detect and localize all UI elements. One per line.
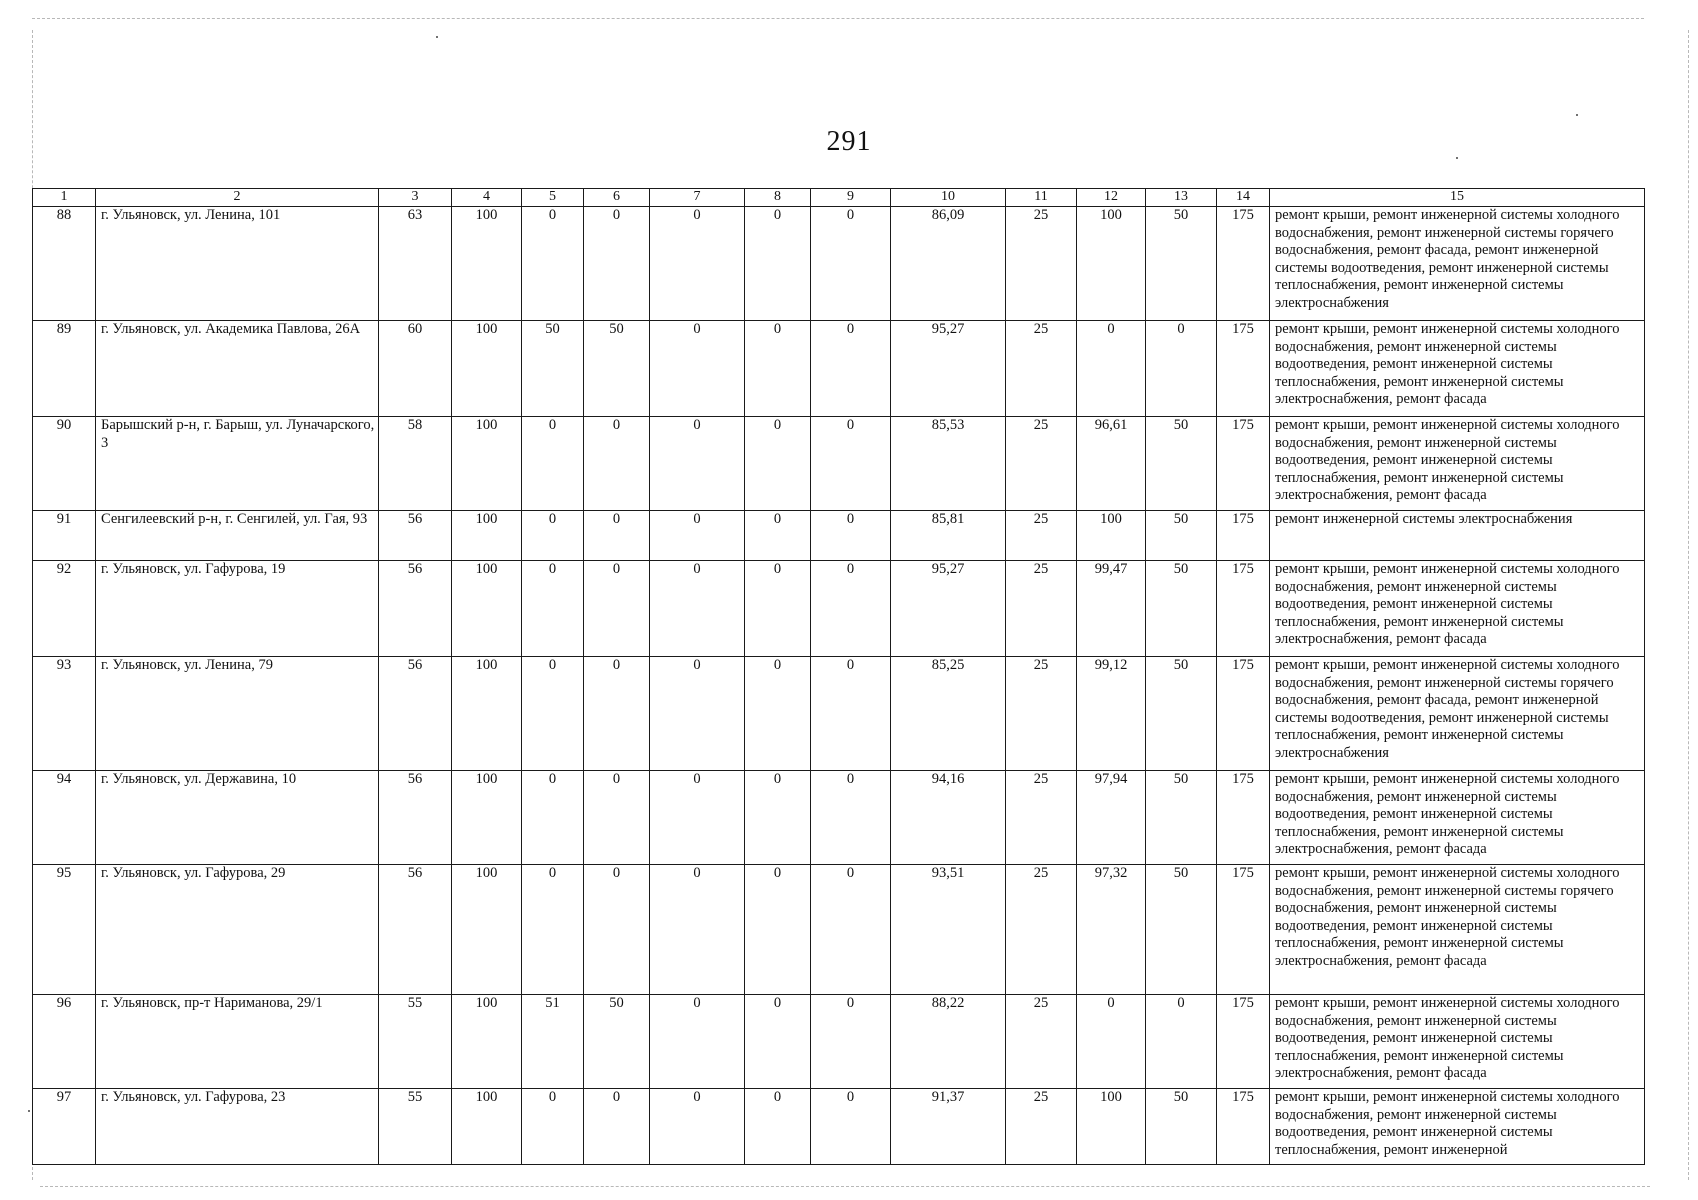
col-header-5: 5 <box>522 189 584 207</box>
cell-col3: 56 <box>379 657 452 771</box>
cell-col5: 0 <box>522 511 584 561</box>
cell-col6: 0 <box>584 561 650 657</box>
cell-works: ремонт крыши, ремонт инженерной системы холодного водоснабжения, ремонт инженерной системы горячего водоснабжения, ремонт инженерной системы водоотведения, ремонт инженерной системы теплоснабжения, ремонт инженерной системы электроснабжения, ремонт фасада <box>1270 865 1645 995</box>
cell-col11: 25 <box>1006 1089 1077 1165</box>
cell-works: ремонт крыши, ремонт инженерной системы холодного водоснабжения, ремонт инженерной системы водоотведения, ремонт инженерной системы теплоснабжения, ремонт инженерной системы электроснабжения, ремонт фасада <box>1270 995 1645 1089</box>
col-header-12: 12 <box>1077 189 1146 207</box>
cell-col11: 25 <box>1006 207 1077 321</box>
cell-col4: 100 <box>452 511 522 561</box>
cell-col12: 0 <box>1077 321 1146 417</box>
cell-num: 92 <box>33 561 96 657</box>
cell-col6: 0 <box>584 207 650 321</box>
cell-col9: 0 <box>811 561 891 657</box>
cell-col9: 0 <box>811 771 891 865</box>
cell-col6: 0 <box>584 417 650 511</box>
cell-col4: 100 <box>452 771 522 865</box>
cell-col8: 0 <box>745 865 811 995</box>
cell-col9: 0 <box>811 1089 891 1165</box>
col-header-8: 8 <box>745 189 811 207</box>
scan-border-bottom <box>40 1186 1650 1187</box>
col-header-2: 2 <box>96 189 379 207</box>
cell-col8: 0 <box>745 321 811 417</box>
cell-col11: 25 <box>1006 865 1077 995</box>
cell-col3: 56 <box>379 865 452 995</box>
cell-col9: 0 <box>811 417 891 511</box>
col-header-10: 10 <box>891 189 1006 207</box>
cell-col13: 50 <box>1146 771 1217 865</box>
cell-col7: 0 <box>650 771 745 865</box>
cell-num: 95 <box>33 865 96 995</box>
cell-col6: 0 <box>584 511 650 561</box>
cell-col3: 60 <box>379 321 452 417</box>
cell-col10: 91,37 <box>891 1089 1006 1165</box>
cell-address: Барышский р-н, г. Барыш, ул. Луначарского, 3 <box>96 417 379 511</box>
cell-col8: 0 <box>745 417 811 511</box>
cell-works: ремонт крыши, ремонт инженерной системы холодного водоснабжения, ремонт инженерной системы водоотведения, ремонт инженерной системы теплоснабжения, ремонт инженерной системы электроснабжения, ремонт фасада <box>1270 321 1645 417</box>
cell-col4: 100 <box>452 321 522 417</box>
col-header-4: 4 <box>452 189 522 207</box>
cell-col5: 0 <box>522 417 584 511</box>
cell-num: 96 <box>33 995 96 1089</box>
cell-col14: 175 <box>1217 207 1270 321</box>
cell-col14: 175 <box>1217 511 1270 561</box>
cell-col12: 99,12 <box>1077 657 1146 771</box>
cell-col6: 0 <box>584 865 650 995</box>
cell-col12: 96,61 <box>1077 417 1146 511</box>
cell-num: 89 <box>33 321 96 417</box>
cell-num: 97 <box>33 1089 96 1165</box>
cell-col5: 0 <box>522 657 584 771</box>
cell-num: 93 <box>33 657 96 771</box>
cell-col7: 0 <box>650 865 745 995</box>
cell-col11: 25 <box>1006 561 1077 657</box>
cell-col6: 0 <box>584 657 650 771</box>
cell-col4: 100 <box>452 657 522 771</box>
cell-col3: 56 <box>379 511 452 561</box>
col-header-6: 6 <box>584 189 650 207</box>
cell-address: г. Ульяновск, пр-т Нариманова, 29/1 <box>96 995 379 1089</box>
cell-address: г. Ульяновск, ул. Державина, 10 <box>96 771 379 865</box>
cell-col12: 100 <box>1077 207 1146 321</box>
cell-col14: 175 <box>1217 995 1270 1089</box>
cell-col10: 85,25 <box>891 657 1006 771</box>
cell-col9: 0 <box>811 207 891 321</box>
cell-col4: 100 <box>452 417 522 511</box>
table-row <box>33 995 1645 1089</box>
cell-col11: 25 <box>1006 321 1077 417</box>
cell-col5: 0 <box>522 771 584 865</box>
cell-col7: 0 <box>650 561 745 657</box>
cell-works: ремонт крыши, ремонт инженерной системы холодного водоснабжения, ремонт инженерной системы водоотведения, ремонт инженерной системы теплоснабжения, ремонт инженерной системы электроснабжения, ремонт фасада <box>1270 417 1645 511</box>
cell-col13: 50 <box>1146 511 1217 561</box>
cell-col7: 0 <box>650 321 745 417</box>
cell-col9: 0 <box>811 657 891 771</box>
cell-num: 90 <box>33 417 96 511</box>
page-number: 291 <box>826 126 872 157</box>
cell-col6: 50 <box>584 995 650 1089</box>
cell-address: г. Ульяновск, ул. Академика Павлова, 26А <box>96 321 379 417</box>
cell-works: ремонт инженерной системы электроснабжения <box>1270 511 1645 561</box>
cell-col4: 100 <box>452 865 522 995</box>
cell-col12: 0 <box>1077 995 1146 1089</box>
table-row <box>33 657 1645 771</box>
table-row <box>33 511 1645 561</box>
cell-col8: 0 <box>745 1089 811 1165</box>
cell-col5: 0 <box>522 207 584 321</box>
cell-num: 91 <box>33 511 96 561</box>
cell-col12: 97,32 <box>1077 865 1146 995</box>
scan-border-right <box>1688 30 1689 1180</box>
table-row <box>33 417 1645 511</box>
cell-address: Сенгилеевский р-н, г. Сенгилей, ул. Гая, 93 <box>96 511 379 561</box>
cell-col12: 100 <box>1077 1089 1146 1165</box>
cell-col7: 0 <box>650 657 745 771</box>
cell-col5: 0 <box>522 1089 584 1165</box>
col-header-9: 9 <box>811 189 891 207</box>
cell-col10: 95,27 <box>891 321 1006 417</box>
table-row <box>33 321 1645 417</box>
table-row <box>33 771 1645 865</box>
cell-col7: 0 <box>650 511 745 561</box>
scan-speck <box>1576 114 1578 116</box>
cell-col7: 0 <box>650 995 745 1089</box>
cell-col8: 0 <box>745 511 811 561</box>
cell-col3: 56 <box>379 771 452 865</box>
cell-col14: 175 <box>1217 1089 1270 1165</box>
col-header-11: 11 <box>1006 189 1077 207</box>
cell-col13: 0 <box>1146 321 1217 417</box>
cell-col14: 175 <box>1217 321 1270 417</box>
cell-col6: 50 <box>584 321 650 417</box>
cell-num: 88 <box>33 207 96 321</box>
cell-col3: 55 <box>379 1089 452 1165</box>
cell-col10: 86,09 <box>891 207 1006 321</box>
cell-col10: 95,27 <box>891 561 1006 657</box>
cell-col12: 97,94 <box>1077 771 1146 865</box>
cell-col10: 93,51 <box>891 865 1006 995</box>
col-header-14: 14 <box>1217 189 1270 207</box>
header-row <box>33 189 1645 207</box>
cell-col7: 0 <box>650 207 745 321</box>
cell-col8: 0 <box>745 561 811 657</box>
cell-col9: 0 <box>811 995 891 1089</box>
cell-col7: 0 <box>650 1089 745 1165</box>
cell-col3: 55 <box>379 995 452 1089</box>
cell-col5: 51 <box>522 995 584 1089</box>
col-header-1: 1 <box>33 189 96 207</box>
cell-col11: 25 <box>1006 995 1077 1089</box>
cell-col12: 99,47 <box>1077 561 1146 657</box>
cell-col5: 0 <box>522 561 584 657</box>
cell-col5: 0 <box>522 865 584 995</box>
cell-works: ремонт крыши, ремонт инженерной системы холодного водоснабжения, ремонт инженерной системы водоотведения, ремонт инженерной системы теплоснабжения, ремонт инженерной системы электроснабжения, ремонт фасада <box>1270 561 1645 657</box>
cell-works: ремонт крыши, ремонт инженерной системы холодного водоснабжения, ремонт инженерной системы горячего водоснабжения, ремонт фасада, ремонт инженерной системы водоотведения, ремонт инженерной системы теплоснабжения, ремонт инженерной системы электроснабжения <box>1270 207 1645 321</box>
cell-col6: 0 <box>584 771 650 865</box>
cell-col11: 25 <box>1006 771 1077 865</box>
cell-col13: 50 <box>1146 865 1217 995</box>
cell-col13: 50 <box>1146 1089 1217 1165</box>
cell-col14: 175 <box>1217 657 1270 771</box>
cell-num: 94 <box>33 771 96 865</box>
cell-col4: 100 <box>452 207 522 321</box>
table-row <box>33 561 1645 657</box>
cell-col10: 85,81 <box>891 511 1006 561</box>
cell-col3: 63 <box>379 207 452 321</box>
repair-program-table <box>32 188 1645 1165</box>
cell-address: г. Ульяновск, ул. Ленина, 79 <box>96 657 379 771</box>
cell-works: ремонт крыши, ремонт инженерной системы холодного водоснабжения, ремонт инженерной системы водоотведения, ремонт инженерной системы теплоснабжения, ремонт инженерной <box>1270 1089 1645 1165</box>
scan-speck <box>436 36 438 38</box>
cell-col11: 25 <box>1006 511 1077 561</box>
cell-col14: 175 <box>1217 771 1270 865</box>
cell-col9: 0 <box>811 865 891 995</box>
cell-col3: 58 <box>379 417 452 511</box>
cell-address: г. Ульяновск, ул. Гафурова, 19 <box>96 561 379 657</box>
table-row <box>33 207 1645 321</box>
cell-col3: 56 <box>379 561 452 657</box>
cell-col6: 0 <box>584 1089 650 1165</box>
cell-col12: 100 <box>1077 511 1146 561</box>
cell-col13: 50 <box>1146 657 1217 771</box>
cell-col11: 25 <box>1006 657 1077 771</box>
cell-col8: 0 <box>745 771 811 865</box>
cell-col14: 175 <box>1217 865 1270 995</box>
cell-col5: 50 <box>522 321 584 417</box>
cell-col13: 0 <box>1146 995 1217 1089</box>
cell-col9: 0 <box>811 321 891 417</box>
col-header-7: 7 <box>650 189 745 207</box>
scan-border-top <box>32 18 1644 19</box>
cell-col14: 175 <box>1217 417 1270 511</box>
table-row <box>33 865 1645 995</box>
cell-col9: 0 <box>811 511 891 561</box>
cell-col8: 0 <box>745 995 811 1089</box>
col-header-15: 15 <box>1270 189 1645 207</box>
cell-col10: 94,16 <box>891 771 1006 865</box>
col-header-13: 13 <box>1146 189 1217 207</box>
cell-address: г. Ульяновск, ул. Гафурова, 29 <box>96 865 379 995</box>
cell-col13: 50 <box>1146 561 1217 657</box>
cell-address: г. Ульяновск, ул. Ленина, 101 <box>96 207 379 321</box>
cell-works: ремонт крыши, ремонт инженерной системы холодного водоснабжения, ремонт инженерной системы горячего водоснабжения, ремонт фасада, ремонт инженерной системы водоотведения, ремонт инженерной системы теплоснабжения, ремонт инженерной системы электроснабжения <box>1270 657 1645 771</box>
cell-works: ремонт крыши, ремонт инженерной системы холодного водоснабжения, ремонт инженерной системы водоотведения, ремонт инженерной системы теплоснабжения, ремонт инженерной системы электроснабжения, ремонт фасада <box>1270 771 1645 865</box>
col-header-3: 3 <box>379 189 452 207</box>
cell-col13: 50 <box>1146 207 1217 321</box>
cell-col4: 100 <box>452 1089 522 1165</box>
cell-col7: 0 <box>650 417 745 511</box>
cell-col14: 175 <box>1217 561 1270 657</box>
cell-col11: 25 <box>1006 417 1077 511</box>
scan-speck <box>28 1110 30 1112</box>
cell-col4: 100 <box>452 561 522 657</box>
cell-address: г. Ульяновск, ул. Гафурова, 23 <box>96 1089 379 1165</box>
table-row <box>33 1089 1645 1165</box>
cell-col10: 85,53 <box>891 417 1006 511</box>
cell-col10: 88,22 <box>891 995 1006 1089</box>
cell-col8: 0 <box>745 657 811 771</box>
cell-col4: 100 <box>452 995 522 1089</box>
cell-col13: 50 <box>1146 417 1217 511</box>
cell-col8: 0 <box>745 207 811 321</box>
